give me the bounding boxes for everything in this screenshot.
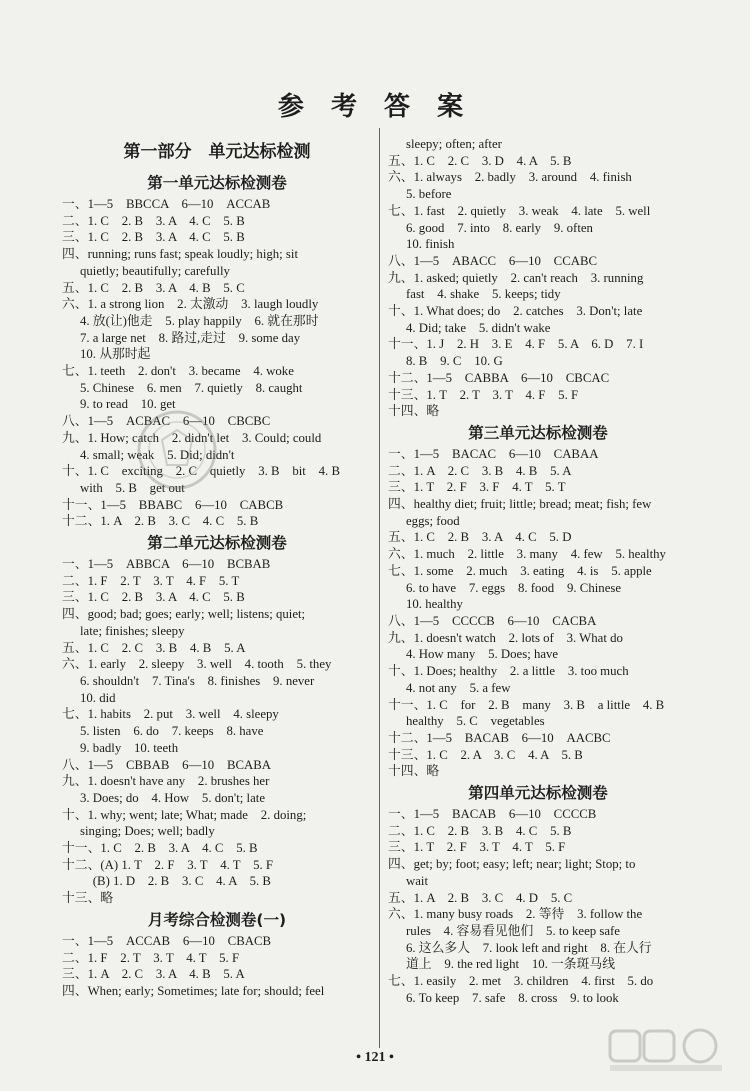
answer-line: 十二、1. A 2. B 3. C 4. C 5. B bbox=[62, 514, 259, 529]
answer-line: 七、1. habits 2. put 3. well 4. sleepy bbox=[62, 707, 279, 722]
answer-line: 十一、1. C 2. B 3. A 4. C 5. B bbox=[62, 841, 258, 856]
answer-line-continued: 10. did bbox=[80, 690, 116, 705]
section-heading: 第四单元达标检测卷 bbox=[468, 784, 608, 803]
answer-line: 九、1. asked; quietly 2. can't reach 3. running bbox=[388, 270, 644, 285]
answer-line-continued: singing; Does; well; badly bbox=[80, 824, 215, 839]
answer-line: 五、1. A 2. B 3. C 4. D 5. C bbox=[388, 890, 573, 905]
answer-line: 十三、1. C 2. A 3. C 4. A 5. B bbox=[388, 747, 583, 762]
answer-line-continued: 6. To keep 7. safe 8. cross 9. to look bbox=[406, 990, 619, 1005]
answer-line-continued: 10. finish bbox=[406, 237, 455, 252]
answer-line-continued: 3. Does; do 4. How 5. don't; late bbox=[80, 790, 265, 805]
answer-line-continued: sleepy; often; after bbox=[406, 137, 502, 151]
answer-line-continued: 6. 这么多人 7. look left and right 8. 在人行 bbox=[406, 940, 652, 955]
right-column bbox=[388, 136, 688, 1006]
answer-line-continued: 10. 从那时起 bbox=[80, 347, 151, 362]
section-heading: 第二单元达标检测卷 bbox=[147, 534, 287, 553]
column-divider bbox=[379, 128, 380, 1048]
answer-line: 十、1. What does; do 2. catches 3. Don't; late bbox=[388, 304, 643, 319]
answer-line: 一、1—5 ACCAB 6—10 CBACB bbox=[62, 933, 272, 948]
answer-line: 一、1—5 ABBCA 6—10 BCBAB bbox=[62, 557, 271, 572]
answer-line: 六、1. always 2. badly 3. around 4. finish bbox=[388, 170, 632, 185]
answer-line: 十、1. Does; healthy 2. a little 3. too much bbox=[388, 664, 629, 679]
answer-line: 三、1. T 2. F 3. F 4. T 5. T bbox=[388, 480, 566, 495]
answer-line-continued: 6. to have 7. eggs 8. food 9. Chinese bbox=[406, 580, 622, 595]
answer-line: 八、1—5 CBBAB 6—10 BCABA bbox=[62, 757, 272, 772]
answer-line-continued: 7. a large net 8. 路过,走过 9. some day bbox=[80, 330, 301, 345]
answer-line-continued: wait bbox=[406, 873, 429, 888]
answer-line: 十四、略 bbox=[388, 764, 440, 779]
answer-line-continued: quietly; beautifully; carefully bbox=[80, 263, 230, 278]
answer-line: 十、1. C exciting 2. C quietly 3. B bit 4. B bbox=[62, 464, 340, 479]
section-heading: 第一部分 单元达标检测 bbox=[123, 142, 311, 162]
answer-line: 三、1. T 2. F 3. T 4. T 5. F bbox=[388, 840, 566, 855]
answer-line: 四、healthy diet; fruit; little; bread; meat; fish; few bbox=[388, 497, 652, 512]
answer-line: 十二、(A) 1. T 2. F 3. T 4. T 5. F bbox=[62, 857, 274, 872]
answer-line-continued: 4. not any 5. a few bbox=[406, 680, 511, 695]
answer-line: 八、1—5 CCCCB 6—10 CACBA bbox=[388, 613, 597, 628]
section-heading: 第一单元达标检测卷 bbox=[147, 174, 287, 192]
answer-line-continued: 6. shouldn't 7. Tina's 8. finishes 9. never bbox=[80, 673, 315, 688]
section-heading: 月考综合检测卷(一) bbox=[147, 910, 287, 929]
answer-line: 十一、1—5 BBABC 6—10 CABCB bbox=[62, 497, 284, 512]
answer-line: 六、1. much 2. little 3. many 4. few 5. healthy bbox=[388, 547, 666, 562]
answer-line: 六、1. many busy roads 2. 等待 3. follow the bbox=[388, 907, 643, 922]
answer-line-continued: 4. small; weak 5. Did; didn't bbox=[80, 447, 235, 462]
answer-line-continued: 5. listen 6. do 7. keeps 8. have bbox=[80, 724, 264, 739]
answer-line-continued: 4. 放(让)他走 5. play happily 6. 就在那时 bbox=[80, 313, 319, 328]
watermark-logo-icon bbox=[608, 1027, 728, 1073]
answer-line: 三、1. C 2. B 3. A 4. C 5. B bbox=[62, 590, 245, 605]
answer-line: 五、1. C 2. B 3. A 4. C 5. D bbox=[388, 530, 572, 545]
answer-line-continued: 6. good 7. into 8. early 9. often bbox=[406, 220, 593, 235]
answer-line: 十二、1—5 BACAB 6—10 AACBC bbox=[388, 730, 611, 745]
answer-line-continued: 5. before bbox=[406, 187, 452, 202]
page-title: 参 考 答 案 bbox=[277, 92, 473, 122]
answer-line-continued: 9. badly 10. teeth bbox=[80, 740, 179, 755]
answer-line-continued: late; finishes; sleepy bbox=[80, 623, 185, 638]
answer-line: 九、1. doesn't watch 2. lots of 3. What do bbox=[388, 630, 623, 645]
answer-line-continued: 5. Chinese 6. men 7. quietly 8. caught bbox=[80, 380, 303, 395]
answer-line: 八、1—5 ACBAC 6—10 CBCBC bbox=[62, 414, 271, 429]
answer-line-continued: 8. B 9. C 10. G bbox=[406, 354, 503, 369]
answer-line: 二、1. F 2. T 3. T 4. T 5. F bbox=[62, 950, 240, 965]
answer-line: 四、get; by; foot; easy; left; near; light; Stop; to bbox=[388, 857, 636, 872]
answer-line: 五、1. C 2. C 3. D 4. A 5. B bbox=[388, 153, 572, 168]
school-stamp-icon bbox=[132, 400, 222, 500]
answer-line: 二、1. C 2. B 3. B 4. C 5. B bbox=[388, 823, 572, 838]
answer-line: 三、1. C 2. B 3. A 4. C 5. B bbox=[62, 230, 245, 245]
answer-line: 十一、1. C for 2. B many 3. B a little 4. B bbox=[388, 697, 665, 712]
answer-line: 一、1—5 BACAB 6—10 CCCCB bbox=[388, 807, 597, 822]
answer-line: 一、1—5 BACAC 6—10 CABAA bbox=[388, 446, 599, 461]
answer-line: 十三、1. T 2. T 3. T 4. F 5. F bbox=[388, 387, 579, 402]
answer-line: 六、1. a strong lion 2. 太激动 3. laugh loudly bbox=[62, 297, 319, 312]
answer-line: 二、1. F 2. T 3. T 4. F 5. T bbox=[62, 573, 240, 588]
answer-line: 八、1—5 ABACC 6—10 CCABC bbox=[388, 253, 598, 268]
answer-line: 五、1. C 2. C 3. B 4. B 5. A bbox=[62, 640, 246, 655]
answer-line: 七、1. teeth 2. don't 3. became 4. woke bbox=[62, 364, 294, 379]
answer-line: 十三、略 bbox=[62, 891, 114, 906]
answer-line: 七、1. some 2. much 3. eating 4. is 5. apple bbox=[388, 563, 652, 578]
answer-line: 九、1. doesn't have any 2. brushes her bbox=[62, 774, 270, 789]
answer-line: 十、1. why; went; late; What; made 2. doing; bbox=[62, 807, 307, 822]
answer-line: 五、1. C 2. B 3. A 4. B 5. C bbox=[62, 280, 245, 295]
answer-line: 九、1. How; catch 2. didn't let 3. Could; could bbox=[62, 430, 322, 445]
answer-line-continued: healthy 5. C vegetables bbox=[406, 714, 545, 729]
page-number: • 121 • bbox=[356, 1050, 394, 1065]
answer-line: 二、1. A 2. C 3. B 4. B 5. A bbox=[388, 463, 572, 478]
answer-line-continued: 道上 9. the red light 10. 一条斑马线 bbox=[406, 957, 615, 972]
answer-line-continued: with 5. B get out bbox=[80, 480, 185, 495]
answer-line: 十一、1. J 2. H 3. E 4. F 5. A 6. D 7. I bbox=[388, 337, 644, 352]
answer-line: 十二、1—5 CABBA 6—10 CBCAC bbox=[388, 370, 610, 385]
answer-line: 二、1. C 2. B 3. A 4. C 5. B bbox=[62, 213, 245, 228]
answer-line-continued: 4. Did; take 5. didn't wake bbox=[406, 320, 551, 335]
answer-line: 四、When; early; Sometimes; late for; should; feel bbox=[62, 983, 325, 998]
answer-line-continued: rules 4. 容易看见他们 5. to keep safe bbox=[406, 923, 620, 938]
answer-line-continued: 9. to read 10. get bbox=[80, 397, 176, 412]
section-heading: 第三单元达标检测卷 bbox=[468, 423, 608, 442]
answer-line: 七、1. easily 2. met 3. children 4. first 5. do bbox=[388, 974, 654, 989]
left-column bbox=[62, 136, 372, 1000]
answer-line-continued: fast 4. shake 5. keeps; tidy bbox=[406, 287, 561, 302]
answer-line: 四、running; runs fast; speak loudly; high; sit bbox=[62, 247, 299, 262]
answer-line: 一、1—5 BBCCA 6—10 ACCAB bbox=[62, 197, 271, 211]
answer-line: 六、1. early 2. sleepy 3. well 4. tooth 5. they bbox=[62, 657, 332, 672]
answer-line: 十四、略 bbox=[388, 404, 440, 419]
answer-line: 三、1. A 2. C 3. A 4. B 5. A bbox=[62, 967, 245, 982]
answer-line-continued: (B) 1. D 2. B 3. C 4. A 5. B bbox=[80, 874, 271, 889]
answer-line-continued: eggs; food bbox=[406, 513, 460, 528]
answer-line: 四、good; bad; goes; early; well; listens; quiet; bbox=[62, 607, 306, 622]
answer-line-continued: 10. healthy bbox=[406, 597, 463, 612]
answer-line: 七、1. fast 2. quietly 3. weak 4. late 5. well bbox=[388, 203, 651, 218]
answer-line-continued: 4. How many 5. Does; have bbox=[406, 647, 559, 662]
